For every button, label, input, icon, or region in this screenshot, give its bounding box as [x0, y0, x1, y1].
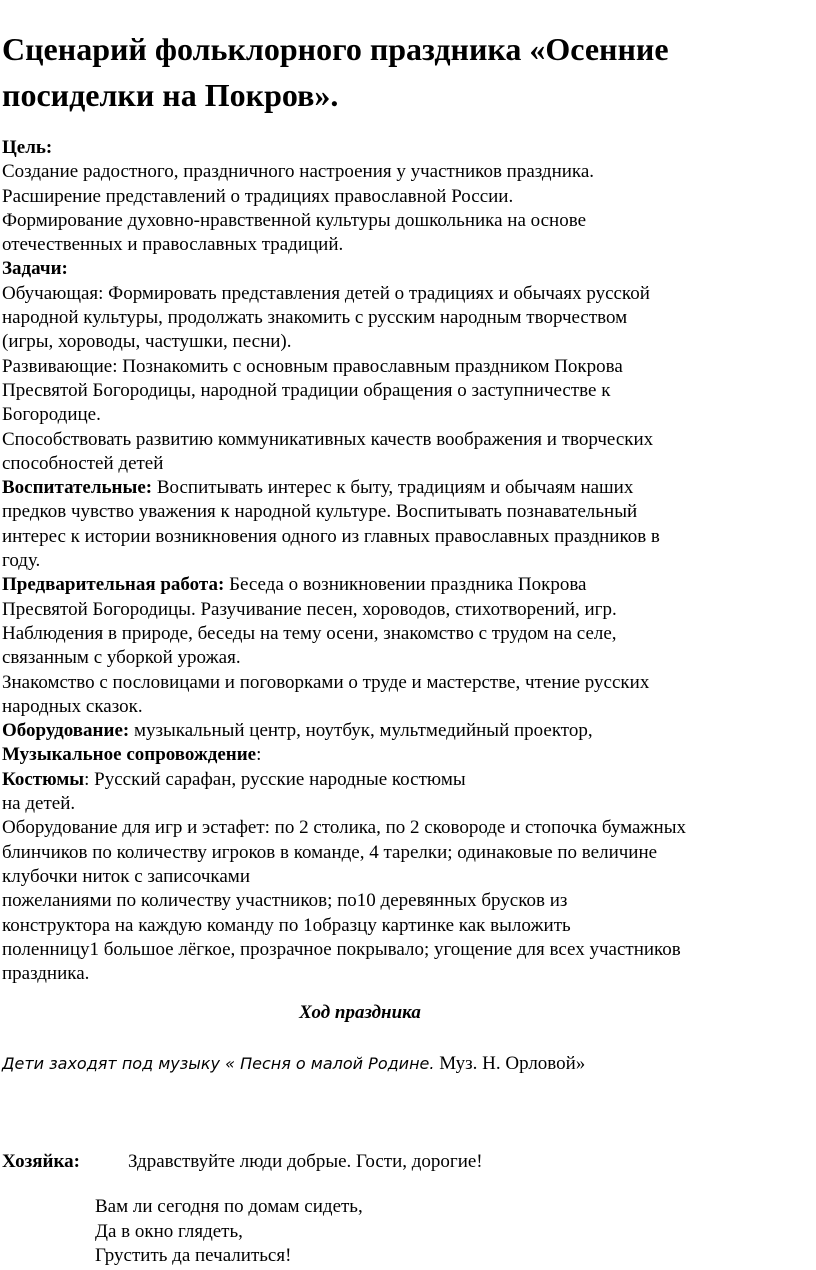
course-heading: Ход праздника: [299, 1002, 421, 1023]
preliminary-label: Предварительная работа:: [2, 574, 225, 596]
verse-line: Грустить да печалиться!: [95, 1245, 292, 1266]
costumes-line: на детей.: [2, 793, 76, 815]
games-equipment-line: поленницу1 большое лёгкое, прозрачное покрывало; угощение для всех участников: [2, 938, 681, 960]
educational-line: интерес к истории возникновения одного из главных православных праздников в: [2, 525, 660, 547]
tasks-label: Задачи:: [2, 258, 68, 280]
entry-line: [2, 1052, 802, 1076]
tasks-line: (игры, хороводы, частушки, песни).: [2, 331, 292, 353]
goal-line: Формирование духовно-нравственной культуры дошкольника на основе: [2, 209, 586, 231]
document-body: [2, 136, 802, 986]
preliminary-line: Пресвятой Богородицы. Разучивание песен, хороводов, стихотворений, игр.: [2, 598, 617, 620]
goal-label: Цель:: [2, 137, 53, 158]
tasks-heading: [2, 257, 802, 281]
educational-line: году.: [2, 550, 41, 572]
tasks-line: Пресвятой Богородицы, народной традиции обращения о заступничестве к: [2, 379, 611, 401]
entry-italic: Дети заходят под музыку « Песня о малой Родине.: [2, 1054, 435, 1073]
goal-line: Расширение представлений о традициях православной России.: [2, 185, 514, 207]
document-title: Сценарий фольклорного праздника «Осенние посиделки на Покров».: [2, 31, 669, 113]
goal-heading: [2, 136, 802, 160]
preliminary-line: народных сказок.: [2, 695, 143, 717]
preliminary-line: Знакомство с пословицами и поговорками о труде и мастерстве, чтение русских: [2, 671, 650, 693]
music-label: Музыкальное сопровождение: [2, 744, 257, 766]
tasks-line: способностей детей: [2, 452, 164, 474]
preliminary-line: связанным с уборкой урожая.: [2, 647, 241, 669]
music-text: :: [256, 744, 262, 766]
educational-label: Воспитательные:: [2, 477, 153, 499]
goal-line: отечественных и православных традиций.: [2, 234, 344, 256]
verse-line: Да в окно глядеть,: [95, 1220, 243, 1242]
equipment-label: Оборудование:: [2, 720, 130, 742]
verse-block: [95, 1195, 695, 1269]
dialogue-row: [2, 1150, 802, 1174]
tasks-line: Развивающие: Познакомить с основным православным праздником Покрова: [2, 355, 623, 377]
games-equipment-line: пожеланиями по количеству участников; по10 деревянных брусков из: [2, 890, 568, 912]
costumes-text: : Русский сарафан, русские народные костюмы: [84, 768, 466, 790]
educational-text: Воспитывать интерес к быту, традициям и обычаям наших: [152, 477, 634, 499]
music-line: [2, 743, 802, 767]
verse-line: Вам ли сегодня по домам сидеть,: [95, 1196, 363, 1217]
equipment-text: музыкальный центр, ноутбук, мультмедийный проектор,: [129, 720, 593, 742]
educational-first-line: [2, 476, 802, 500]
tasks-line: Обучающая: Формировать представления детей о традициях и обычаях русской: [2, 282, 650, 304]
games-equipment-line: конструктора на каждую команду по 1образцу картинке как выложить: [2, 914, 571, 936]
goal-line: Создание радостного, праздничного настроения у участников праздника.: [2, 161, 595, 183]
tasks-line: народной культуры, продолжать знакомить с русским народным творчеством: [2, 307, 628, 329]
educational-line: предков чувство уважения к народной культуре. Воспитывать познавательный: [2, 501, 638, 523]
tasks-line: Богородице.: [2, 404, 101, 426]
tasks-line: Способствовать развитию коммуникативных качеств воображения и творческих: [2, 428, 654, 450]
games-equipment-line: блинчиков по количеству игроков в команде, 4 тарелки; одинаковые по величине: [2, 841, 658, 863]
speaker-name: Хозяйка:: [2, 1151, 80, 1172]
games-equipment-line: Оборудование для игр и эстафет: по 2 столика, по 2 сковороде и стопочка бумажных: [2, 817, 686, 839]
games-equipment-line: клубочки ниток с записочками: [2, 865, 250, 887]
games-equipment-line: праздника.: [2, 963, 90, 985]
costumes-first-line: [2, 768, 802, 792]
preliminary-line: Наблюдения в природе, беседы на тему осени, знакомство с трудом на селе,: [2, 622, 617, 644]
speaker-line: Здравствуйте люди добрые. Гости, дорогие!: [128, 1151, 483, 1172]
entry-plain: Муз. Н. Орловой»: [434, 1053, 586, 1074]
costumes-label: Костюмы: [2, 768, 85, 790]
preliminary-text: Беседа о возникновении праздника Покрова: [224, 574, 587, 596]
preliminary-first-line: [2, 573, 802, 597]
equipment-line: [2, 719, 802, 743]
